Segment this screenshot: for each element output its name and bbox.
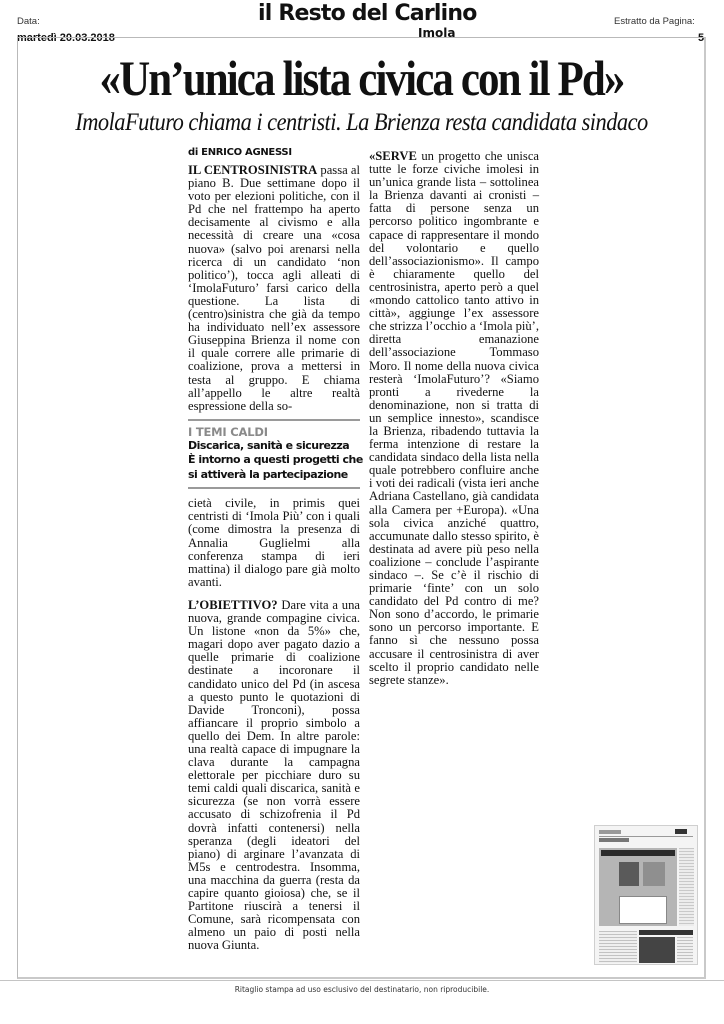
- article-column-1-top: [188, 164, 360, 413]
- thumb-text-block: [677, 937, 693, 963]
- masthead-edition: Imola: [418, 26, 456, 40]
- thumb-section-label: [599, 838, 629, 842]
- box-text: [188, 438, 363, 483]
- box-line-1: Discarica, sanità e sicurezza: [188, 438, 350, 452]
- box-kicker: I TEMI CALDI: [188, 424, 268, 439]
- thumb-box: [619, 896, 667, 924]
- byline: [188, 146, 360, 160]
- thumb-photo: [619, 862, 639, 886]
- masthead: [258, 1, 477, 40]
- box-line-2: È intorno a questi progetti che: [188, 453, 363, 467]
- article-column-2: [369, 150, 539, 687]
- headline: «Un’unica lista civica con il Pd»: [99, 50, 624, 106]
- byline-prefix: di: [188, 147, 202, 158]
- paragraph-text: un progetto che unisca tutte le forze civiche imolesi in un’unica grande lista – sottolinea la Brienza davanti ai cronisti – fatta di persone senza un percorso politico ingombrante e capace di rappresentare il mondo del volontario e quello dell’associazionismo». Il campo è chiaramente quello del centrosinistra, aperto però a quel «mondo cattolico tanto attivo in città», aggiunge l’ex assessore che strizza l’occhio a ‘Imola più’, diretta emanazione dell’associazione Tommaso Moro. Il nome della nuova civica resterà ‘ImolaFuturo’? «Siamo pronti a rivederne la denominazione, non si tratta di un semplice innesto», scandisce la Brienza, ribadendo tuttavia la ferma intenzione di restare la candidata sindaco della lista nella quale potrebbero confluire anche i voti dei radicali (vista ieri anche Adriana Castellano, già candidata alla Camera per +Europa). «Una sola civica anziché quattro, accumunate dallo stesso spirito, è destinata ad avere più peso nella coalizione – conclude l’aspirante sindaco –. Se c’è il rischio di primarie ‘finte’ con un solo candidato del Pd contro di me? Non sono d’accordo, le primarie sono un percorso importante. E fanno sì che nessuno possa accusare il centrosinistra di aver scelto il proprio candidato nelle segrete stanze».: [369, 149, 539, 687]
- paragraph-text: Dare vita a una nuova, grande compagine civica. Un listone «non da 5%» che, magari dopo aver pagato dazio a quelle primarie di coalizione destinate a incoronare il candidato unico del Pd (in ascesa a questo punto le quotazioni di Davide Tronconi), possa affiancare il proprio simbolo a quello dei Dem. In altre parole: una realtà capace di impugnare la clava durante la campagna elettorale per picchiare duro su temi caldi quali discarica, sanità e sicurezza (se non vorrà essere accusato di schizofrenia il Pd dovrà infatti contenersi) nella speranza (degli ideatori del piano) di arginare l’avanzata di M5s e centrodestra. Insomma, una macchina da guerra (resta da capire quanto gioiosa) che, se il Partitone riuscirà a tenersi il Comune, sarà ricompensata con almeno un paio di posti nella nuova Giunta.: [188, 597, 360, 953]
- box-divider-bottom: [188, 487, 360, 489]
- page-label: Estratto da Pagina:: [614, 16, 695, 27]
- article-paragraph-2: [188, 599, 360, 953]
- thumb-headline-2: [639, 930, 693, 935]
- thumb-headline: [601, 850, 675, 856]
- lead-word: «SERVE: [369, 149, 417, 163]
- thumb-photo: [639, 937, 675, 963]
- date-value: martedì 20.03.2018: [17, 32, 115, 44]
- page-thumbnail: [594, 825, 698, 965]
- byline-author: ENRICO AGNESSI: [201, 147, 292, 158]
- article-paragraph-1: [188, 164, 360, 413]
- date-label: Data:: [17, 16, 40, 27]
- subheadline: ImolaFuturo chiama i centristi. La Brienza resta candidata sindaco: [75, 107, 648, 136]
- article-column-1: [188, 146, 363, 953]
- article-paragraph-3: [369, 150, 539, 687]
- article-column-1-bottom: [188, 599, 360, 953]
- box-divider-top: [188, 419, 360, 421]
- footer-notice: Ritaglio stampa ad uso esclusivo del destinatario, non riproducibile.: [234, 985, 490, 994]
- thumb-side-column: [679, 848, 694, 926]
- masthead-title: il Resto del Carlino: [258, 1, 477, 26]
- thumb-photo: [643, 862, 665, 886]
- box-line-3: si attiverà la partecipazione: [188, 467, 348, 481]
- paragraph-continuation: cietà civile, in primis quei centristi di ‘Imola Più’ con i quali (come dimostra la presenza di Annalia Guglielmi alla conferenza stampa di ieri mattina) il dialogo pare già molto avanti.: [188, 496, 360, 589]
- thumb-header: [599, 829, 693, 837]
- thumb-text-block: [599, 931, 637, 963]
- sidebar-box: [188, 419, 363, 490]
- footer-divider: [0, 980, 724, 981]
- page-number: 5: [698, 32, 705, 44]
- lead-word: L’OBIETTIVO?: [188, 597, 278, 612]
- lead-word: IL CENTROSINISTRA: [188, 163, 318, 177]
- article-column-1-continued: [188, 497, 360, 589]
- paragraph-text: passa al piano B. Due settimane dopo il voto per elezioni politiche, con il Pd che nel frattempo ha aperto decisamente al civismo e alla necessità di creare una «cosa nuova» (salvo poi arenarsi nella ricerca di un candidato ‘non politico’), tocca agli alleati di ‘ImolaFuturo’ farsi carico della questione. La lista di (centro)sinistra che già da tempo ha individuato nell’ex assessore Giuseppina Brienza il nome con il quale correre alle primarie di coalizione, prova a mettersi in testa al gruppo. E chiama all’appello le altre realtà espressione della so-: [188, 163, 360, 413]
